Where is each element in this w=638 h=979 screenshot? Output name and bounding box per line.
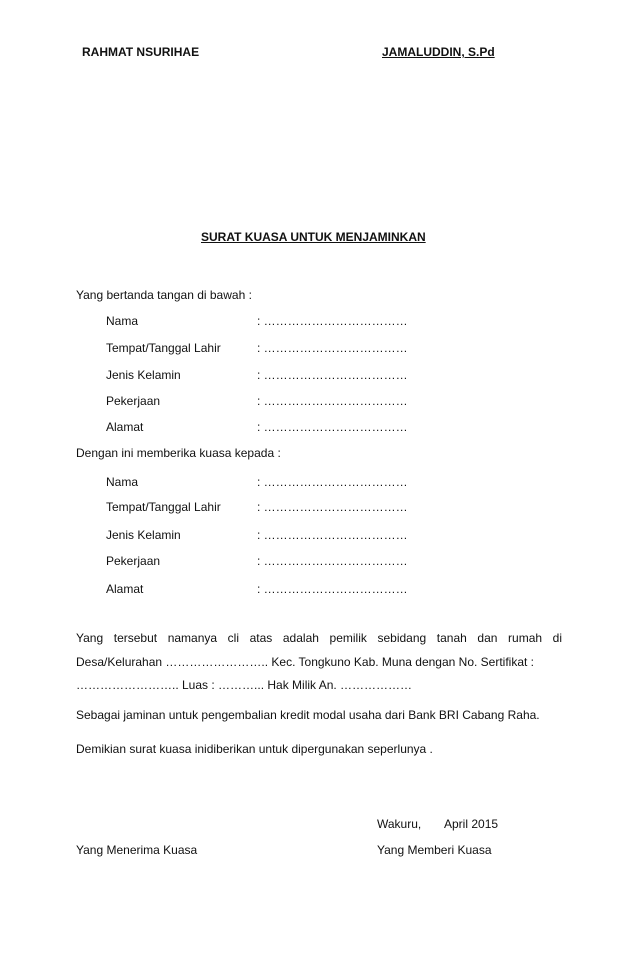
grantee-gender-value: : ………………………………	[257, 528, 408, 542]
grantee-address-value: : ………………………………	[257, 582, 408, 596]
grantor-address-value: : ………………………………	[257, 420, 408, 434]
grantor-address-label: Alamat	[106, 420, 144, 434]
date-text: April 2015	[444, 817, 499, 831]
signature-receiver-label: Yang Menerima Kuasa	[76, 843, 198, 857]
grantee-address-label: Alamat	[106, 582, 144, 596]
property-paragraph-line-1: Yang tersebut namanya cli atas adalah pemilik sebidang tanah dan rumah di	[76, 631, 562, 645]
grantor-job-label: Pekerjaan	[106, 394, 161, 408]
property-paragraph-line-3: …………………….. Luas : ………... Hak Milik An. ………………	[76, 678, 413, 692]
grantee-name-value: : ………………………………	[257, 475, 408, 489]
grantee-birth-value: : ………………………………	[257, 500, 408, 514]
grantor-job-value: : ………………………………	[257, 394, 408, 408]
grantee-job-label: Pekerjaan	[106, 554, 161, 568]
grantor-birth-value: : ………………………………	[257, 341, 408, 355]
grantor-intro: Yang bertanda tangan di bawah :	[76, 288, 252, 302]
header-right-name: JAMALUDDIN, S.Pd	[382, 45, 495, 59]
closing-statement: Demikian surat kuasa inidiberikan untuk dipergunakan seperlunya .	[76, 742, 433, 756]
signature-giver-label: Yang Memberi Kuasa	[377, 843, 492, 857]
grantee-intro: Dengan ini memberika kuasa kepada :	[76, 446, 281, 460]
grantor-gender-value: : ………………………………	[257, 368, 408, 382]
grantee-job-value: : ………………………………	[257, 554, 408, 568]
grantee-gender-label: Jenis Kelamin	[106, 528, 181, 542]
document-title: SURAT KUASA UNTUK MENJAMINKAN	[201, 230, 426, 244]
grantor-birth-label: Tempat/Tanggal Lahir	[106, 341, 221, 355]
property-paragraph-line-2: Desa/Kelurahan …………………….. Kec. Tongkuno Kab. Muna dengan No. Sertifikat :	[76, 655, 535, 669]
grantor-name-label: Nama	[106, 314, 139, 328]
grantee-birth-label: Tempat/Tanggal Lahir	[106, 500, 221, 514]
place-text: Wakuru,	[377, 817, 422, 831]
grantor-name-value: : ………………………………	[257, 314, 408, 328]
collateral-statement: Sebagai jaminan untuk pengembalian kredit modal usaha dari Bank BRI Cabang Raha.	[76, 708, 540, 722]
grantor-gender-label: Jenis Kelamin	[106, 368, 181, 382]
header-left-name: RAHMAT NSURIHAE	[82, 45, 200, 59]
grantee-name-label: Nama	[106, 475, 139, 489]
